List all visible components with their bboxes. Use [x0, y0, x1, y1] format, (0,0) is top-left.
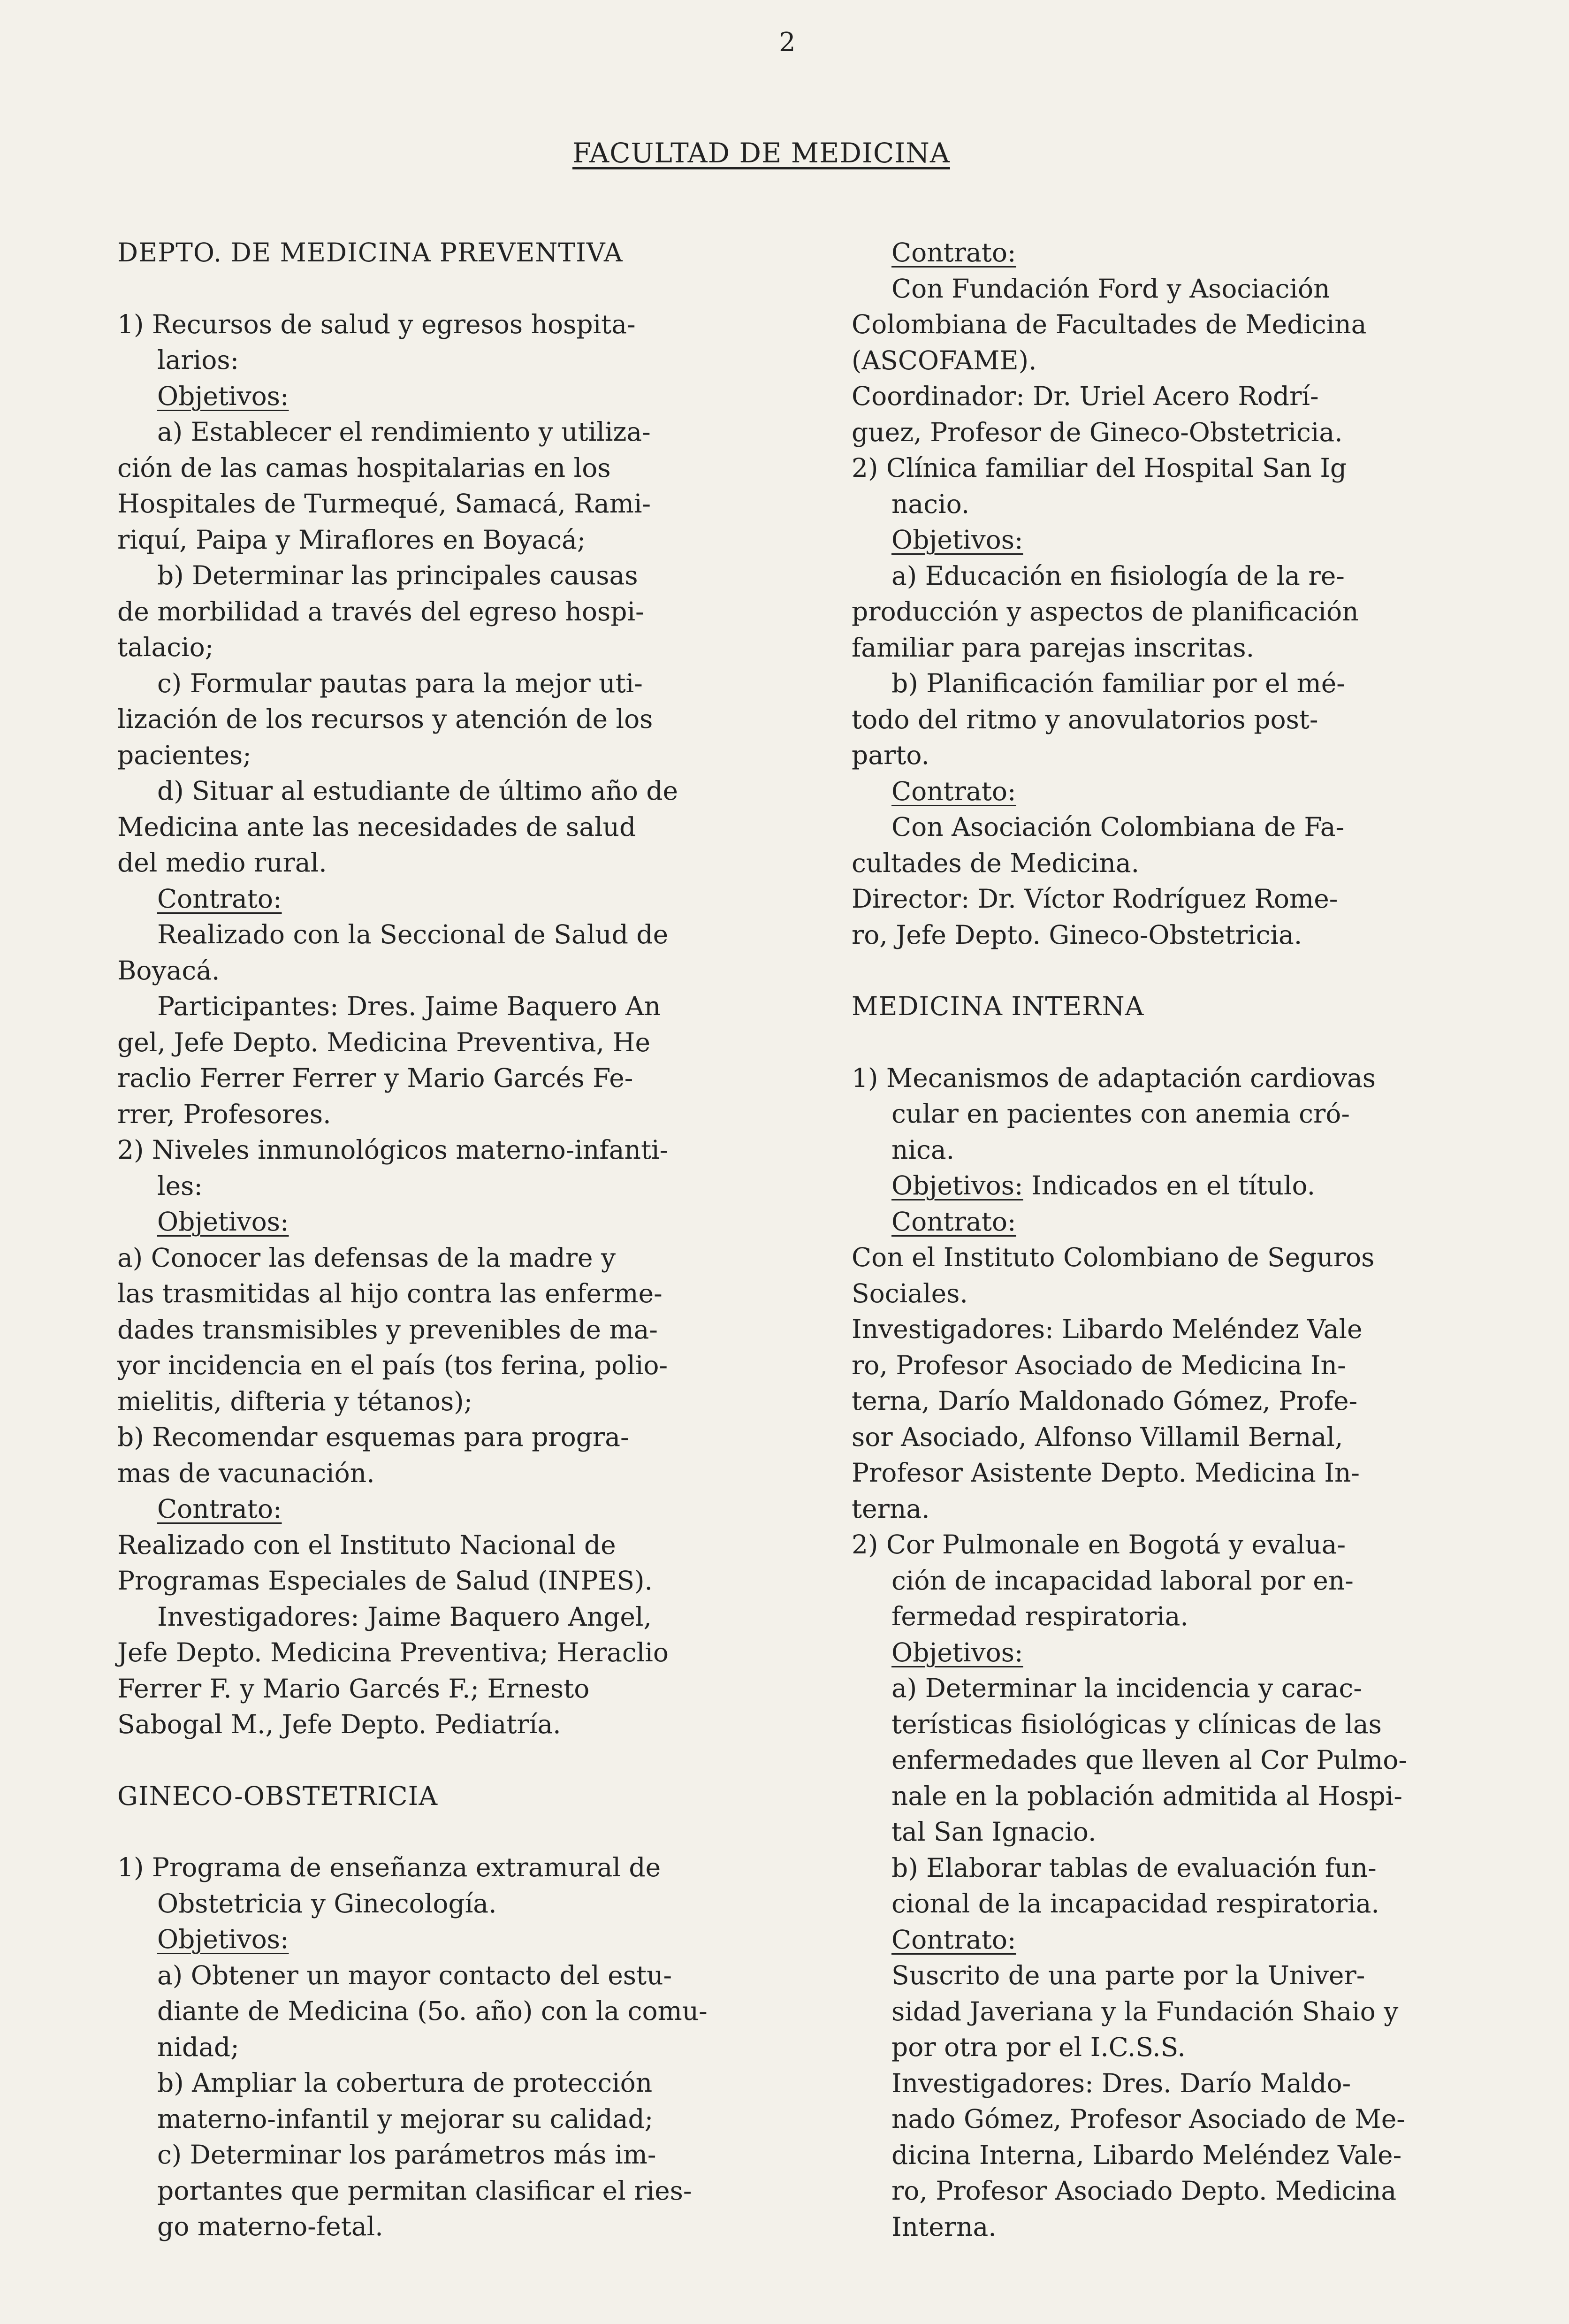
text-line: nado Gómez, Profesor Asociado de Me-	[891, 2104, 1405, 2134]
text-line: b) Recomendar esquemas para progra-	[117, 1422, 629, 1452]
text-line: ro, Profesor Asociado de Medicina In-	[852, 1350, 1346, 1380]
text-line: 2) Cor Pulmonale en Bogotá y evalua-	[852, 1529, 1346, 1560]
text-line: nidad;	[157, 2032, 239, 2062]
text-line: nale en la población admitida al Hospi-	[891, 1781, 1402, 1811]
text-line: Director: Dr. Víctor Rodríguez Rome-	[852, 884, 1338, 914]
text-line: Objetivos:	[157, 1924, 289, 1954]
text-line: Objetivos:	[891, 525, 1023, 555]
text-line: del medio rural.	[117, 848, 327, 878]
text-line: b) Elaborar tablas de evaluación fun-	[891, 1852, 1377, 1883]
text-line: todo del ritmo y anovulatorios post-	[852, 704, 1318, 734]
text-line: dades transmisibles y prevenibles de ma-	[117, 1314, 658, 1345]
text-line: enfermedades que lleven al Cor Pulmo-	[891, 1745, 1407, 1775]
text-line: riquí, Paipa y Miraflores en Boyacá;	[117, 524, 586, 555]
section-heading: MEDICINA INTERNA	[852, 991, 1144, 1021]
text-line: ción de las camas hospitalarias en los	[117, 452, 611, 483]
text-line: nacio.	[891, 489, 970, 519]
text-line: Objetivos:	[157, 1207, 289, 1237]
text-line: Programas Especiales de Salud (INPES).	[117, 1566, 653, 1596]
text-line: mielitis, difteria y tétanos);	[117, 1386, 473, 1416]
left-column	[117, 235, 784, 2245]
text-line: Boyacá.	[117, 955, 220, 986]
text-line: Colombiana de Facultades de Medicina	[852, 309, 1367, 339]
text-line: b) Planificación familiar por el mé-	[891, 668, 1345, 698]
text-line: Con el Instituto Colombiano de Seguros	[852, 1242, 1375, 1272]
page-title: FACULTAD DE MEDICINA	[572, 137, 950, 169]
text-line: de morbilidad a través del egreso hospi-	[117, 596, 644, 627]
text-line: a) Determinar la incidencia y carac-	[891, 1673, 1362, 1703]
text-line: Objetivos:	[891, 1637, 1023, 1667]
text-line: raclio Ferrer Ferrer y Mario Garcés Fe-	[117, 1063, 633, 1093]
text-line: Obstetricia y Ginecología.	[157, 1888, 497, 1919]
text-line: nica.	[891, 1134, 955, 1165]
text-line: d) Situar al estudiante de último año de	[157, 776, 678, 806]
text-line: 1) Mecanismos de adaptación cardiovas	[852, 1063, 1376, 1093]
text-line: Contrato:	[891, 1206, 1016, 1237]
text-line: cular en pacientes con anemia cró-	[891, 1099, 1350, 1129]
text-line: (ASCOFAME).	[852, 345, 1037, 375]
text-line: Contrato:	[891, 776, 1016, 806]
text-line: familiar para parejas inscritas.	[852, 632, 1255, 663]
text-line: a) Educación en fisiología de la re-	[891, 560, 1345, 591]
text-line: Contrato:	[891, 1924, 1016, 1955]
text-line: Interna.	[891, 2211, 997, 2242]
text-line: parto.	[852, 740, 930, 770]
text-line: Objetivos:	[157, 381, 289, 411]
text-line: tal San Ignacio.	[891, 1817, 1097, 1847]
text-line: ro, Jefe Depto. Gineco-Obstetricia.	[852, 919, 1302, 950]
text-line: sidad Javeriana y la Fundación Shaio y	[891, 1996, 1399, 2026]
text-line: producción y aspectos de planificación	[852, 596, 1359, 627]
spacer	[117, 271, 784, 306]
text-line: diante de Medicina (5o. año) con la comu-	[157, 1996, 708, 2026]
text-line: Objetivos: Indicados en el título.	[891, 1170, 1316, 1200]
text-line: terna, Darío Maldonado Gómez, Profe-	[852, 1386, 1358, 1416]
text-line: Suscrito de una parte por la Univer-	[891, 1960, 1365, 1990]
text-line: Medicina ante las necesidades de salud	[117, 811, 636, 842]
text-line: cional de la incapacidad respiratoria.	[891, 1888, 1379, 1919]
text-line: Realizado con el Instituto Nacional de	[117, 1529, 616, 1560]
text-line: a) Establecer el rendimiento y utiliza-	[157, 417, 651, 447]
text-line: gel, Jefe Depto. Medicina Preventiva, He	[117, 1027, 651, 1057]
right-column	[852, 235, 1523, 2245]
text-line: por otra por el I.C.S.S.	[891, 2032, 1186, 2062]
text-line: Ferrer F. y Mario Garcés F.; Ernesto	[117, 1673, 590, 1704]
text-line: Participantes: Dres. Jaime Baquero An	[157, 991, 661, 1021]
text-line: Contrato:	[891, 237, 1016, 268]
text-line: guez, Profesor de Gineco-Obstetricia.	[852, 417, 1343, 447]
spacer	[852, 953, 1523, 988]
text-line: las trasmitidas al hijo contra las enferme-	[117, 1278, 663, 1308]
text-line: Profesor Asistente Depto. Medicina In-	[852, 1458, 1360, 1488]
text-line: sor Asociado, Alfonso Villamil Bernal,	[852, 1422, 1343, 1452]
text-line: 2) Clínica familiar del Hospital San Ig	[852, 453, 1347, 483]
text-line: Con Fundación Ford y Asociación	[891, 273, 1330, 304]
section-heading: GINECO-OBSTETRICIA	[117, 1781, 438, 1811]
text-line: ción de incapacidad laboral por en-	[891, 1565, 1354, 1596]
text-line: b) Determinar las principales causas	[157, 560, 638, 590]
page-number: 2	[779, 27, 796, 58]
text-line: portantes que permitan clasificar el ries-	[157, 2175, 692, 2206]
text-line: b) Ampliar la cobertura de protección	[157, 2068, 653, 2098]
text-line: terna.	[852, 1493, 930, 1524]
text-line: cultades de Medicina.	[852, 848, 1140, 878]
text-line: Contrato:	[157, 883, 282, 914]
text-line: a) Conocer las defensas de la madre y	[117, 1242, 616, 1273]
text-line: 1) Recursos de salud y egresos hospita-	[117, 309, 636, 339]
text-line: c) Formular pautas para la mejor uti-	[157, 668, 643, 698]
text-line: Con Asociación Colombiana de Fa-	[891, 812, 1345, 842]
text-line: Investigadores: Jaime Baquero Angel,	[157, 1601, 652, 1632]
text-line: rrer, Profesores.	[117, 1099, 331, 1129]
text-line: Hospitales de Turmequé, Samacá, Rami-	[117, 489, 651, 519]
text-line: dicina Interna, Libardo Meléndez Vale-	[891, 2140, 1402, 2170]
text-line: Contrato:	[157, 1494, 282, 1524]
text-line: a) Obtener un mayor contacto del estu-	[157, 1960, 672, 1990]
spacer	[117, 1814, 784, 1850]
text-line: mas de vacunación.	[117, 1458, 375, 1488]
text-line: c) Determinar los parámetros más im-	[157, 2140, 656, 2170]
text-line: go materno-fetal.	[157, 2211, 383, 2241]
text-line: Realizado con la Seccional de Salud de	[157, 919, 669, 949]
spacer	[117, 1743, 784, 1778]
text-line: materno-infantil y mejorar su calidad;	[157, 2103, 654, 2134]
text-line: Sociales.	[852, 1278, 968, 1308]
text-line: Investigadores: Libardo Meléndez Vale	[852, 1314, 1363, 1344]
text-line: Sabogal M., Jefe Depto. Pediatría.	[117, 1709, 561, 1739]
text-line: yor incidencia en el país (tos ferina, polio-	[117, 1350, 668, 1380]
text-line: 1) Programa de enseñanza extramural de	[117, 1852, 661, 1882]
text-line: les:	[157, 1170, 203, 1201]
text-line: talacio;	[117, 632, 214, 662]
text-line: Coordinador: Dr. Uriel Acero Rodrí-	[852, 381, 1319, 411]
text-line: ro, Profesor Asociado Depto. Medicina	[891, 2176, 1397, 2206]
spacer	[852, 1024, 1523, 1060]
text-line: terísticas fisiológicas y clínicas de las	[891, 1709, 1382, 1739]
section-heading: DEPTO. DE MEDICINA PREVENTIVA	[117, 237, 623, 268]
text-line: fermedad respiratoria.	[891, 1601, 1188, 1631]
text-line: larios:	[157, 345, 239, 375]
text-line: Jefe Depto. Medicina Preventiva; Heraclio	[117, 1637, 669, 1667]
text-line: Investigadores: Dres. Darío Maldo-	[891, 2068, 1351, 2098]
text-line: lización de los recursos y atención de los	[117, 704, 653, 734]
text-line: pacientes;	[117, 740, 251, 770]
text-line: 2) Niveles inmunológicos materno-infanti-	[117, 1135, 669, 1165]
